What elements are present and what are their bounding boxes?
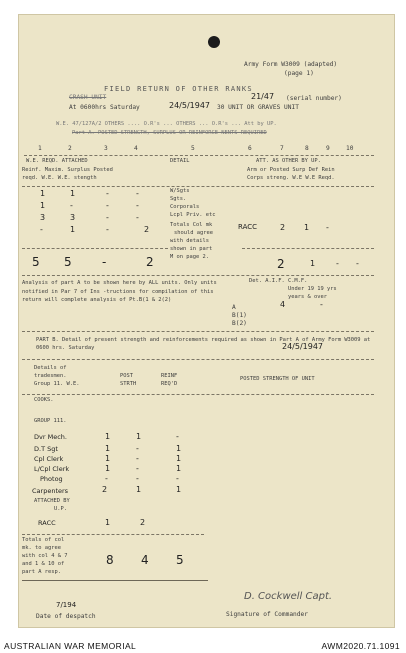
detail-line: should agree xyxy=(174,230,213,236)
group-right-heading: ATT. AS OTHER BY UP. xyxy=(256,158,321,164)
row-value: 1 xyxy=(40,201,46,210)
row-value: - xyxy=(106,225,109,234)
trade-post: - xyxy=(136,454,139,463)
col-number: 4 xyxy=(134,145,138,152)
serial-label: (serial number) xyxy=(286,95,342,102)
trade-reinf: 1 xyxy=(176,454,182,463)
total-def: - xyxy=(336,259,339,268)
trade-reinf: - xyxy=(176,432,179,441)
divider xyxy=(22,534,204,535)
col-reinf-head-2: REQ'D xyxy=(161,381,178,387)
col-number: 6 xyxy=(248,145,252,152)
total-c2: 5 xyxy=(64,255,72,269)
trade-post: - xyxy=(136,464,139,473)
sub-right-heading: Arm or Posted Surp Def Rein xyxy=(247,167,335,173)
detail-line: Sgts. xyxy=(170,196,187,202)
racc-post: 2 xyxy=(140,518,146,527)
divider xyxy=(22,186,374,187)
total-surp: 1 xyxy=(310,259,316,268)
divider xyxy=(22,331,374,332)
trade-label: Dvr Mech. xyxy=(34,433,67,441)
trade-label: Photog xyxy=(40,475,63,483)
totals-note: with col 4 & 7 xyxy=(22,553,68,559)
col-group-head: Group 11. W.E. xyxy=(34,381,80,387)
detail-line: Corporals xyxy=(170,204,200,210)
detail-line: W/Sgts xyxy=(170,188,190,194)
signature-label: Signature of Commander xyxy=(226,611,308,618)
analysis-head: Det. A.I.F. C.M.F. xyxy=(249,278,308,284)
trade-reinf: 1 xyxy=(176,444,182,453)
total-posted: 2 xyxy=(277,257,285,271)
row-value: 1 xyxy=(40,189,46,198)
col-detail-head-2: tradesmen. xyxy=(34,373,67,379)
trade-reinf: - xyxy=(176,474,179,483)
sub-right-heading-2: Corps streng. W.E W.E Reqd. xyxy=(247,175,335,181)
total-c4: 2 xyxy=(146,255,154,269)
row-value: - xyxy=(136,213,139,222)
divider xyxy=(22,580,208,581)
date-line: At 0600hrs Saturday xyxy=(69,104,140,111)
struck-line-1: W.E. 47/127A/2 OTHERS .... O.R's ... OTHERS ... O.R's ... Att by UP. xyxy=(56,121,277,127)
attached-label: ATTACHED BY xyxy=(34,498,70,504)
row-value: - xyxy=(136,189,139,198)
archive-accession: AWM2020.71.1091 xyxy=(321,641,400,651)
analysis-head-3: years & over xyxy=(288,294,327,300)
row-value: 3 xyxy=(40,213,46,222)
col-number: 2 xyxy=(68,145,72,152)
detail-line: with details xyxy=(170,238,209,244)
racc-surp: 1 xyxy=(304,223,310,232)
racc-posted: 2 xyxy=(280,223,286,232)
racc-label: RACC xyxy=(38,519,56,527)
trade-we: 1 xyxy=(105,454,111,463)
total-c3: - xyxy=(102,255,107,269)
analysis-note: Analysis of part A to be shown here by ALL units. Only units notified in Par 7 of Ins -tructions for compilation of this return will complete analysis of Pt.B(1 & 2(2) xyxy=(22,280,217,303)
trade-label: L/Cpl Clerk xyxy=(34,465,70,473)
col-number: 7 xyxy=(280,145,284,152)
col-posted-head: POSTED STRENGTH OF UNIT xyxy=(240,376,315,382)
trade-we: 2 xyxy=(102,485,108,494)
struck-unit: CRASH UNIT xyxy=(69,94,107,101)
part-b-intro: PART B. Detail of present strength and reinforcements required as shown in Part A of Army Form W3009 at 0600 hrs. Saturday xyxy=(36,337,371,351)
page-reference: (page 1) xyxy=(284,70,314,77)
part-b-total-we: 8 xyxy=(106,553,114,567)
analysis-row-a-dash: - xyxy=(320,300,323,309)
sub-left-heading: Reinf. Maxim. Surplus Posted xyxy=(22,167,113,173)
divider xyxy=(22,275,374,276)
row-value: - xyxy=(106,201,109,210)
total-c1: 5 xyxy=(32,255,40,269)
row-value: - xyxy=(70,201,73,210)
divider xyxy=(22,359,374,360)
trade-post: - xyxy=(136,444,139,453)
col-number: 10 xyxy=(346,145,354,152)
divider xyxy=(242,248,374,249)
trade-we: - xyxy=(105,474,108,483)
group-left-heading: W.E. REQD. ATTACHED xyxy=(26,158,88,164)
trade-label: Cpl Clerk xyxy=(34,455,64,463)
col-detail-head: Details of xyxy=(34,365,67,371)
trade-we: 1 xyxy=(105,444,111,453)
row-value: 3 xyxy=(70,213,76,222)
col-number: 8 xyxy=(305,145,309,152)
analysis-row-b1: B(1) xyxy=(232,312,247,319)
divider xyxy=(24,155,374,156)
col-number: 3 xyxy=(104,145,108,152)
totals-note: part A resp. xyxy=(22,569,61,575)
racc-def: - xyxy=(326,223,329,232)
analysis-row-b2: B(2) xyxy=(232,320,247,327)
analysis-head-2: Under 19 19 yrs xyxy=(288,286,337,292)
punch-hole-icon xyxy=(208,36,220,48)
archive-name: AUSTRALIAN WAR MEMORIAL xyxy=(4,641,137,651)
col-number: 5 xyxy=(191,145,195,152)
analysis-row-a: A xyxy=(232,304,236,311)
group-label: GROUP 111. xyxy=(34,418,67,424)
totals-note: and 1 & 10 of xyxy=(22,561,65,567)
totals-note: Totals of col xyxy=(22,537,65,543)
row-value: 1 xyxy=(70,225,76,234)
totals-note: mk. to agree xyxy=(22,545,61,551)
trade-reinf: 1 xyxy=(176,464,182,473)
document-page xyxy=(18,14,395,628)
col-post-head: POST xyxy=(120,373,133,379)
col-number: 9 xyxy=(326,145,330,152)
sub-left-heading-2: reqd. W.E. W.E. stength xyxy=(22,175,97,181)
group-detail-heading: DETAIL xyxy=(170,158,190,164)
return-date: 24/5/1947 xyxy=(169,101,211,110)
despatch-label: Date of despatch xyxy=(36,613,96,620)
part-b-total-reinf: 5 xyxy=(176,553,184,567)
form-reference: Army Form W3009 (adapted) xyxy=(244,61,338,68)
trade-label: D.T Sgt xyxy=(34,445,58,453)
detail-line: shown in part xyxy=(170,246,213,252)
row-value: 2 xyxy=(144,225,150,234)
struck-line-2: Part A. POSTED STRENGTH, SURPLUS OR REINFORCE NENTS REQUIRED xyxy=(72,130,267,136)
serial-number: 21/47 xyxy=(251,92,275,101)
detail-line: Lcpl Priv. etc xyxy=(170,212,216,218)
row-value: - xyxy=(40,225,43,234)
total-rein: - xyxy=(356,259,359,268)
trade-reinf: 1 xyxy=(176,485,182,494)
form-title: FIELD RETURN OF OTHER RANKS xyxy=(104,85,253,93)
divider xyxy=(22,248,168,249)
unit-line: 30 UNIT OR GRAVES UNIT xyxy=(217,104,299,111)
part-b-date: 24/5/1947 xyxy=(282,342,324,351)
racc-we: 1 xyxy=(105,518,111,527)
row-value: - xyxy=(136,201,139,210)
row-value: - xyxy=(106,213,109,222)
part-b-total-post: 4 xyxy=(141,553,149,567)
row-value: 1 xyxy=(70,189,76,198)
trade-post: - xyxy=(136,474,139,483)
detail-line: M on page 2. xyxy=(170,254,209,260)
cooks-label: COOKS. xyxy=(34,397,54,403)
trade-we: 1 xyxy=(105,464,111,473)
despatch-date: 7/194 xyxy=(56,601,77,609)
trade-we: 1 xyxy=(105,432,111,441)
row-value: - xyxy=(106,189,109,198)
analysis-row-a-value: 4 xyxy=(280,300,286,309)
divider xyxy=(22,394,374,395)
trade-label: Carpenters xyxy=(32,487,69,495)
col-reinf-head: REINF xyxy=(161,373,178,379)
commander-signature: D. Cockwell Capt. xyxy=(244,591,333,602)
trade-post: 1 xyxy=(136,432,142,441)
detail-line: Totals Col mk xyxy=(170,222,213,228)
col-post-head-2: STRTH xyxy=(120,381,137,387)
attached-label-2: U.P. xyxy=(54,506,67,512)
racc-arm: RACC xyxy=(238,223,258,231)
trade-post: 1 xyxy=(136,485,142,494)
archive-footer xyxy=(0,636,406,653)
col-number: 1 xyxy=(38,145,42,152)
